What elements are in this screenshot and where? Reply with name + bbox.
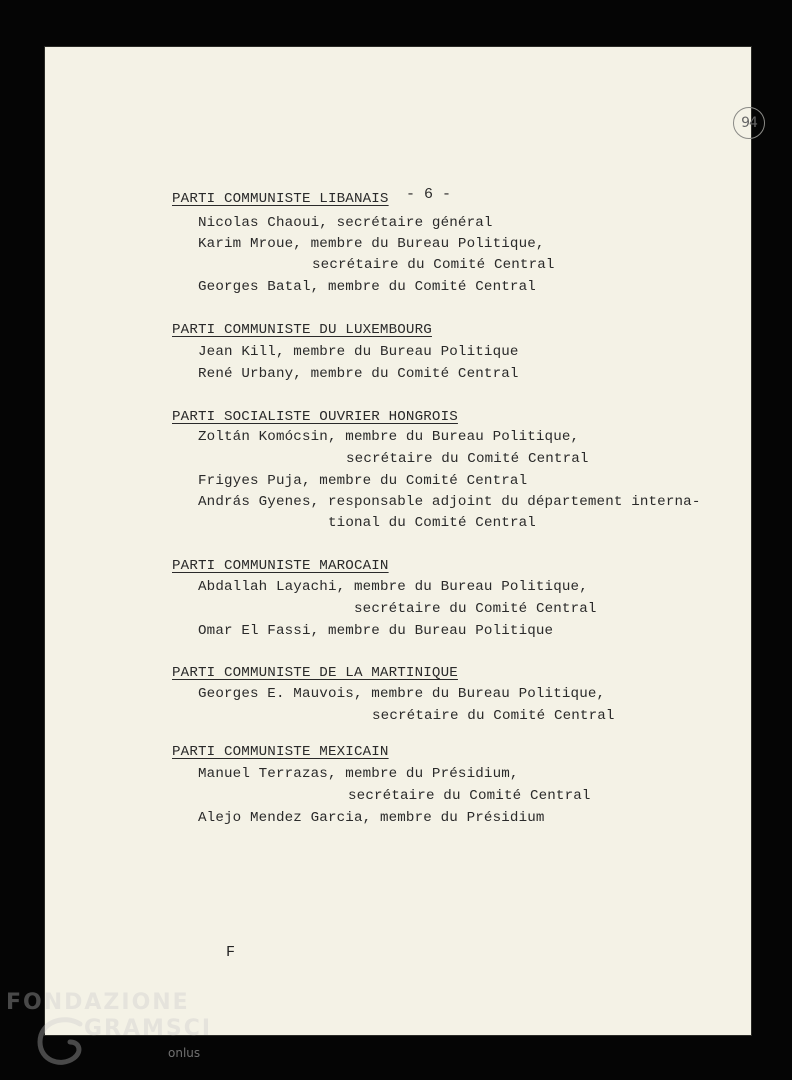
member-line: Georges Batal, membre du Comité Central — [198, 279, 536, 295]
watermark-line3: onlus — [168, 1046, 201, 1060]
member-line: secrétaire du Comité Central — [312, 257, 555, 273]
member-line: secrétaire du Comité Central — [346, 451, 589, 467]
watermark-logo — [6, 990, 213, 1070]
member-line: Nicolas Chaoui, secrétaire général — [198, 215, 493, 231]
watermark-line2: GRAMSCI — [84, 1016, 213, 1041]
section-heading: PARTI COMMUNISTE MEXICAIN — [172, 744, 389, 760]
member-line: secrétaire du Comité Central — [348, 788, 591, 804]
member-line: Karim Mroue, membre du Bureau Politique, — [198, 236, 545, 252]
section-heading: PARTI SOCIALISTE OUVRIER HONGROIS — [172, 409, 458, 425]
member-line: Frigyes Puja, membre du Comité Central — [198, 473, 528, 489]
member-line: Abdallah Layachi, membre du Bureau Politique, — [198, 579, 588, 595]
section-heading: PARTI COMMUNISTE DU LUXEMBOURG — [172, 322, 432, 338]
member-line: András Gyenes, responsable adjoint du département interna- — [198, 494, 701, 510]
member-line: Jean Kill, membre du Bureau Politique — [198, 344, 519, 360]
bottom-mark: F — [226, 944, 236, 961]
folio-number: 94 — [733, 107, 765, 139]
section-heading: PARTI COMMUNISTE MAROCAIN — [172, 558, 389, 574]
section-heading: PARTI COMMUNISTE DE LA MARTINIQUE — [172, 665, 458, 681]
member-line: René Urbany, membre du Comité Central — [198, 366, 519, 382]
member-line: Georges E. Mauvois, membre du Bureau Politique, — [198, 686, 606, 702]
member-line: Alejo Mendez Garcia, membre du Présidium — [198, 810, 545, 826]
member-line: secrétaire du Comité Central — [372, 708, 615, 724]
watermark-line1: FONDAZIONE — [6, 990, 190, 1015]
member-line: Zoltán Komócsin, membre du Bureau Politique, — [198, 429, 580, 445]
member-line: Manuel Terrazas, membre du Présidium, — [198, 766, 519, 782]
page-number: - 6 - — [406, 186, 452, 203]
document-page — [44, 46, 757, 1036]
section-heading: PARTI COMMUNISTE LIBANAIS — [172, 191, 389, 207]
member-line: tional du Comité Central — [328, 515, 536, 531]
member-line: secrétaire du Comité Central — [354, 601, 597, 617]
member-line: Omar El Fassi, membre du Bureau Politique — [198, 623, 554, 639]
